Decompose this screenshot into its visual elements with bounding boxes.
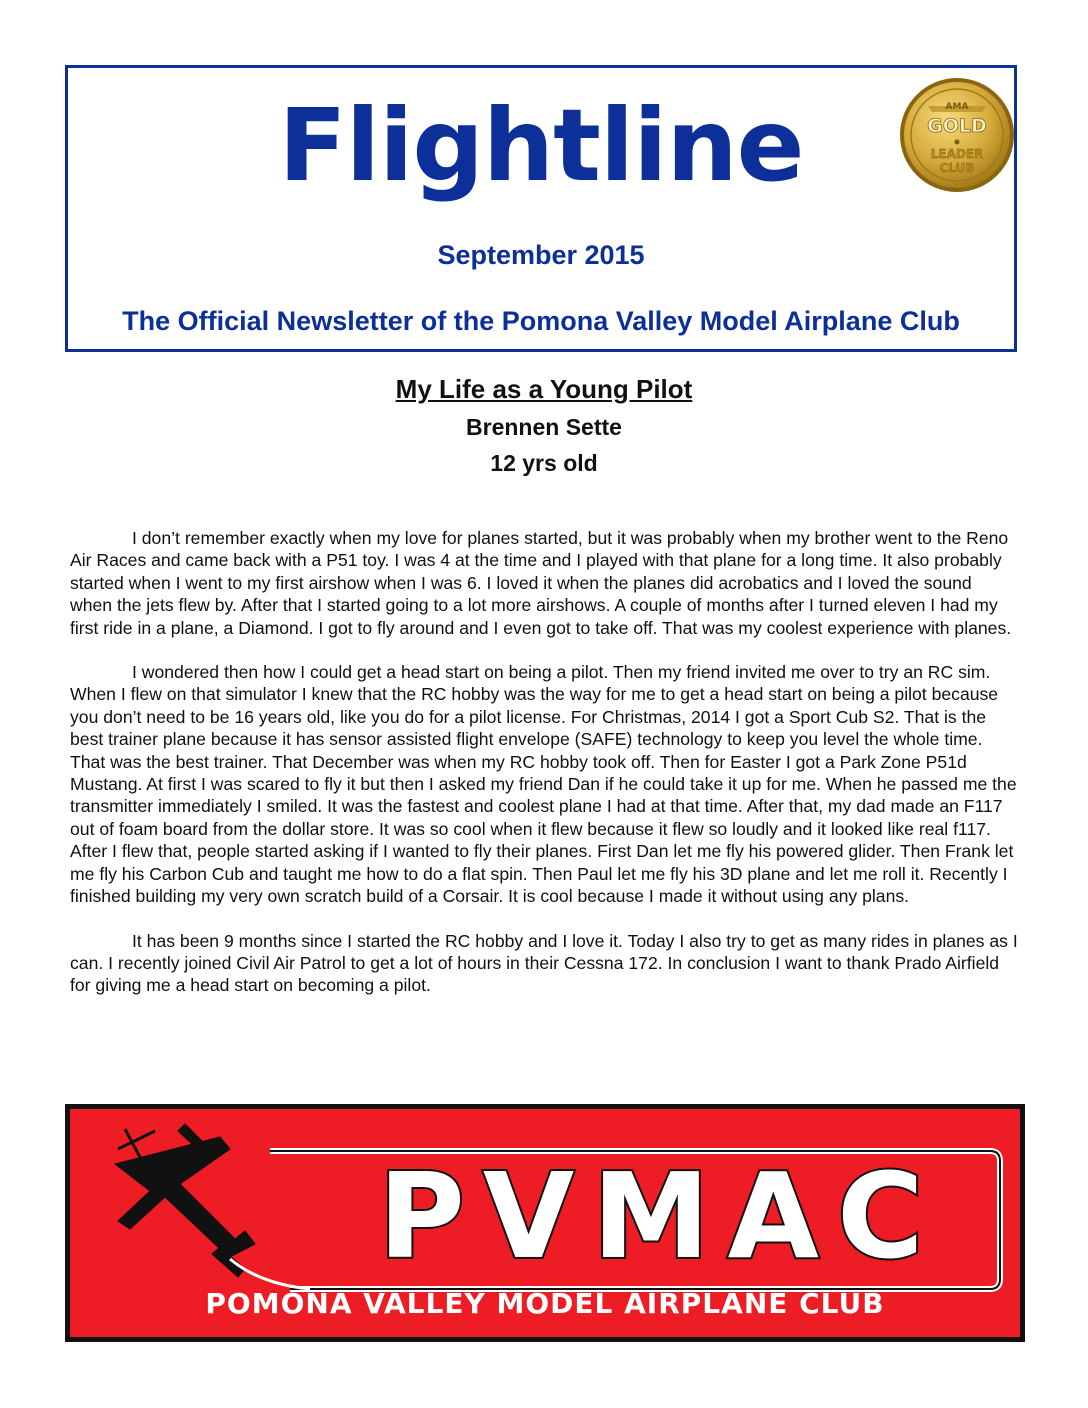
article-author-age: 12 yrs old [490, 450, 598, 476]
newsletter-title: Flightline [278, 87, 804, 204]
article-paragraph: I don’t remember exactly when my love for planes started, but it was probably when my brother went to the Reno Air Races and came back with a P51 toy. I was 4 at the time and I played with that plane for a long time. It also probably started when I went to my first airshow when I was 6. I loved it when the planes did acrobatics and I loved the sound when the jets flew by. After that I started going to a lot more airshows. A couple of months after I turned eleven I had my first ride in a plane, a Diamond. I got to fly around and I even got to take off. That was my coolest experience with planes. [70, 528, 1012, 638]
issue-date: September 2015 [437, 240, 645, 270]
pvmac-logo-panel [70, 1109, 1020, 1337]
article-author: Brennen Sette [466, 414, 622, 440]
pvmac-logo [65, 1104, 1025, 1342]
ama-gold-leader-club-badge [898, 76, 1016, 194]
article-body [70, 527, 1018, 1019]
newsletter-subtitle: The Official Newsletter of the Pomona Valley Model Airplane Club [122, 306, 960, 336]
badge-line-4: CLUB [939, 161, 975, 175]
article-title: My Life as a Young Pilot [395, 374, 693, 404]
article-paragraph: It has been 9 months since I started the RC hobby and I love it. Today I also try to get as many rides in planes as I can. I recently joined Civil Air Patrol to get a lot of hours in their Cessna 172. In conclusion I want to thank Prado Airfield for giving me a head start on becoming a pilot. [70, 930, 1018, 996]
article-paragraph: I wondered then how I could get a head start on being a pilot. Then my friend invited me over to try an RC sim. When I flew on that simulator I knew that the RC hobby was the way for me to get a head start on being a pilot because you don’t need to be 16 years old, like you do for a pilot license. For Christmas, 2014 I got a Sport Cub S2. That is the best trainer plane because it has sensor assisted flight envelope (SAFE) technology to keep you level the whole time. That was the best trainer. That December was when my RC hobby took off. Then for Easter I got a Park Zone P51d Mustang. At first I was scared to fly it but then I asked my friend Dan if he could take it up for me. When he passed me the transmitter immediately I smiled. It was the fastest and coolest plane I had at that time. After that, my dad made an F117 out of foam board from the dollar store. It was so cool when it flew because it flew so loudly and it looked like real f117. After I flew that, people started asking if I wanted to fly their planes. First Dan let me fly his powered glider. Then Frank let me fly his Carbon Cub and taught me how to do a flat spin. Then Paul let me fly his 3D plane and let me roll it. Recently I finished building my very own scratch build of a Corsair. It is cool because I made it without using any plans. [70, 662, 1017, 907]
badge-line-2: GOLD [927, 115, 987, 137]
logo-wordmark: PVMAC [378, 1147, 942, 1285]
masthead [65, 65, 1017, 352]
badge-line-1: AMA [945, 102, 969, 112]
badge-line-3: LEADER [930, 147, 984, 161]
logo-club-name: POMONA VALLEY MODEL AIRPLANE CLUB [205, 1287, 885, 1320]
